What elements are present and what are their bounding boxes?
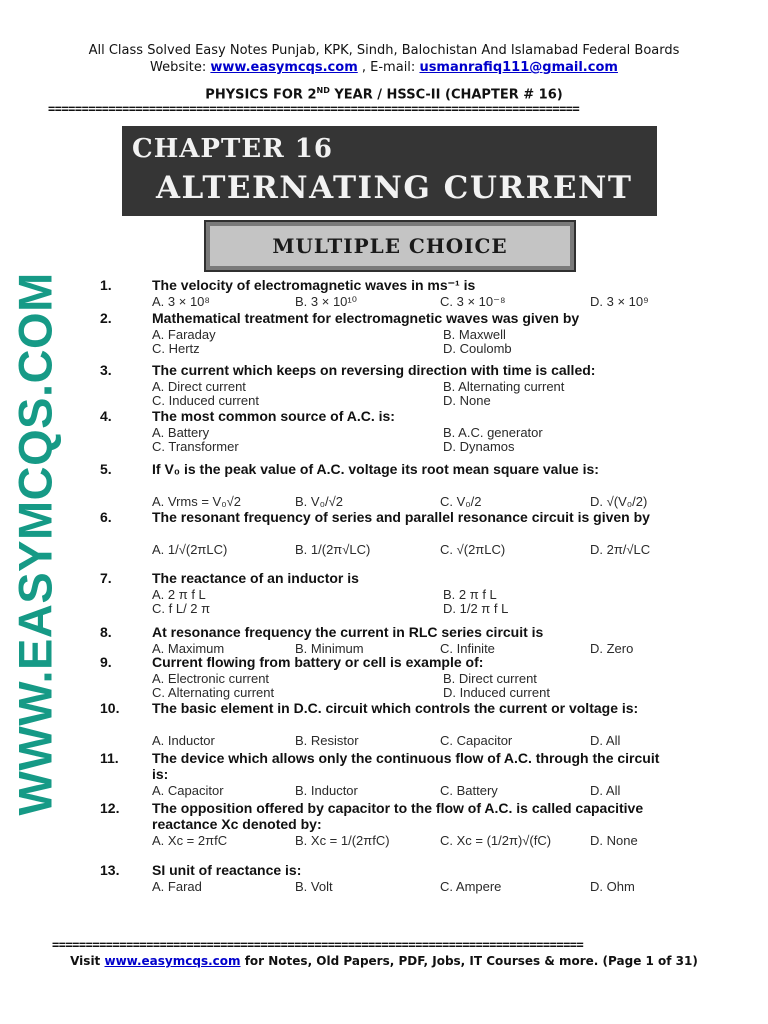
question-text: The most common source of A.C. is: bbox=[152, 408, 395, 424]
subject-title-sup: ND bbox=[316, 86, 330, 95]
option-b: B. 3 × 10¹⁰ bbox=[295, 294, 357, 309]
option-d: D. 1/2 π f L bbox=[443, 601, 509, 616]
option-c: C. Hertz bbox=[152, 341, 200, 356]
page-header bbox=[0, 42, 768, 76]
chapter-number: CHAPTER 16 bbox=[132, 134, 333, 164]
option-b: B. 2 π f L bbox=[443, 587, 497, 602]
watermark-text: WWW.EASYMCQS.COM bbox=[8, 272, 62, 816]
option-c: C. Battery bbox=[440, 783, 498, 798]
question-number: 6. bbox=[100, 509, 112, 525]
option-a: A. 1/√(2πLC) bbox=[152, 542, 228, 557]
chapter-title: ALTERNATING CURRENT bbox=[156, 170, 633, 206]
option-d: D. None bbox=[443, 393, 491, 408]
option-d: D. 2π/√LC bbox=[590, 542, 651, 557]
question-number: 3. bbox=[100, 362, 112, 378]
option-b: B. Xc = 1/(2πfC) bbox=[295, 833, 390, 848]
footer-visit: Visit bbox=[70, 954, 101, 968]
question-text: The reactance of an inductor is bbox=[152, 570, 359, 586]
website-link[interactable]: www.easymcqs.com bbox=[210, 60, 358, 75]
email-link[interactable]: usmanrafiq111@gmail.com bbox=[419, 60, 618, 75]
divider-top: =============================================================================== bbox=[48, 102, 580, 116]
option-a: A. Xc = 2πfC bbox=[152, 833, 228, 848]
question-text: SI unit of reactance is: bbox=[152, 862, 302, 878]
option-a: A. Electronic current bbox=[152, 671, 270, 686]
question-item bbox=[100, 408, 660, 468]
option-d: D. Ohm bbox=[590, 879, 635, 894]
question-number: 10. bbox=[100, 700, 120, 716]
footer-text: for Notes, Old Papers, PDF, Jobs, IT Courses & more. (Page 1 of 31) bbox=[244, 954, 698, 968]
page-footer bbox=[0, 954, 768, 968]
option-b: B. Inductor bbox=[295, 783, 358, 798]
question-text: The velocity of electromagnetic waves in ms⁻¹ is bbox=[152, 277, 476, 293]
question-item bbox=[100, 800, 660, 860]
option-b: B. Maxwell bbox=[443, 327, 506, 342]
divider-bottom: =============================================================================== bbox=[52, 938, 584, 952]
option-b: B. V₀/√2 bbox=[295, 494, 343, 509]
option-d: D. Dynamos bbox=[443, 439, 515, 454]
option-c: C. Infinite bbox=[440, 641, 495, 656]
question-number: 8. bbox=[100, 624, 112, 640]
option-a: A. Battery bbox=[152, 425, 210, 440]
question-text: The resonant frequency of series and parallel resonance circuit is given by bbox=[152, 509, 650, 525]
option-a: A. Maximum bbox=[152, 641, 225, 656]
question-text: The opposition offered by capacitor to the flow of A.C. is called capacitive reactance Xc denoted by: bbox=[152, 800, 644, 832]
question-text: At resonance frequency the current in RLC series circuit is bbox=[152, 624, 544, 640]
question-number: 7. bbox=[100, 570, 112, 586]
option-b: B. Volt bbox=[295, 879, 333, 894]
question-number: 5. bbox=[100, 461, 112, 477]
option-a: A. Farad bbox=[152, 879, 202, 894]
option-d: D. All bbox=[590, 783, 621, 798]
website-label: Website: bbox=[150, 60, 207, 75]
option-b: B. Alternating current bbox=[443, 379, 565, 394]
option-b: B. Minimum bbox=[295, 641, 364, 656]
option-d: D. 3 × 10⁹ bbox=[590, 294, 649, 309]
option-a: A. Vrms = V₀√2 bbox=[152, 494, 241, 509]
option-a: A. 2 π f L bbox=[152, 587, 206, 602]
chapter-banner bbox=[122, 126, 657, 216]
option-d: D. Induced current bbox=[443, 685, 550, 700]
option-b: B. A.C. generator bbox=[443, 425, 543, 440]
question-number: 12. bbox=[100, 800, 120, 816]
subject-title-rest: YEAR / HSSC-II (CHAPTER # 16) bbox=[329, 87, 563, 103]
option-a: A. Faraday bbox=[152, 327, 216, 342]
question-text: Current flowing from battery or cell is example of: bbox=[152, 654, 484, 670]
subject-title bbox=[0, 86, 768, 102]
option-c: C. Induced current bbox=[152, 393, 259, 408]
section-title: MULTIPLE CHOICE bbox=[272, 234, 508, 258]
question-text: Mathematical treatment for electromagnetic waves was given by bbox=[152, 310, 580, 326]
option-c: C. f L/ 2 π bbox=[152, 601, 211, 616]
option-d: D. None bbox=[590, 833, 638, 848]
option-c: C. Xc = (1/2π)√(fC) bbox=[440, 833, 552, 848]
option-c: C. Ampere bbox=[440, 879, 502, 894]
question-number: 1. bbox=[100, 277, 112, 293]
option-a: A. Capacitor bbox=[152, 783, 224, 798]
option-d: D. Coulomb bbox=[443, 341, 512, 356]
option-c: C. 3 × 10⁻⁸ bbox=[440, 294, 506, 309]
question-item bbox=[100, 509, 660, 569]
question-item bbox=[100, 310, 660, 370]
option-b: B. 1/(2π√LC) bbox=[295, 542, 371, 557]
option-d: D. All bbox=[590, 733, 621, 748]
question-number: 2. bbox=[100, 310, 112, 326]
option-c: C. Transformer bbox=[152, 439, 239, 454]
option-b: B. Direct current bbox=[443, 671, 537, 686]
option-d: D. √(V₀/2) bbox=[590, 494, 648, 509]
section-banner bbox=[204, 220, 576, 272]
header-boards-line: All Class Solved Easy Notes Punjab, KPK, Sindh, Balochistan And Islamabad Federal Boards bbox=[88, 43, 680, 58]
question-number: 9. bbox=[100, 654, 112, 670]
question-text: The device which allows only the continuous flow of A.C. through the circuit is: bbox=[152, 750, 660, 782]
footer-link[interactable]: www.easymcqs.com bbox=[104, 954, 241, 968]
question-number: 13. bbox=[100, 862, 120, 878]
option-b: B. Resistor bbox=[295, 733, 359, 748]
option-c: C. V₀/2 bbox=[440, 494, 482, 509]
option-c: C. Capacitor bbox=[440, 733, 513, 748]
option-c: C. √(2πLC) bbox=[440, 542, 506, 557]
question-number: 4. bbox=[100, 408, 112, 424]
question-item bbox=[100, 570, 660, 630]
header-contact-line bbox=[0, 59, 768, 76]
question-text: The current which keeps on reversing direction with time is called: bbox=[152, 362, 596, 378]
option-d: D. Zero bbox=[590, 641, 634, 656]
option-c: C. Alternating current bbox=[152, 685, 275, 700]
option-a: A. Inductor bbox=[152, 733, 215, 748]
question-text: If V₀ is the peak value of A.C. voltage its root mean square value is: bbox=[152, 461, 599, 477]
question-number: 11. bbox=[100, 750, 119, 766]
question-item bbox=[100, 862, 660, 922]
question-text: The basic element in D.C. circuit which controls the current or voltage is: bbox=[152, 700, 639, 716]
subject-title-part: PHYSICS FOR 2 bbox=[205, 87, 317, 103]
option-a: A. Direct current bbox=[152, 379, 246, 394]
email-label: , E-mail: bbox=[361, 60, 416, 75]
option-a: A. 3 × 10⁸ bbox=[152, 294, 210, 309]
